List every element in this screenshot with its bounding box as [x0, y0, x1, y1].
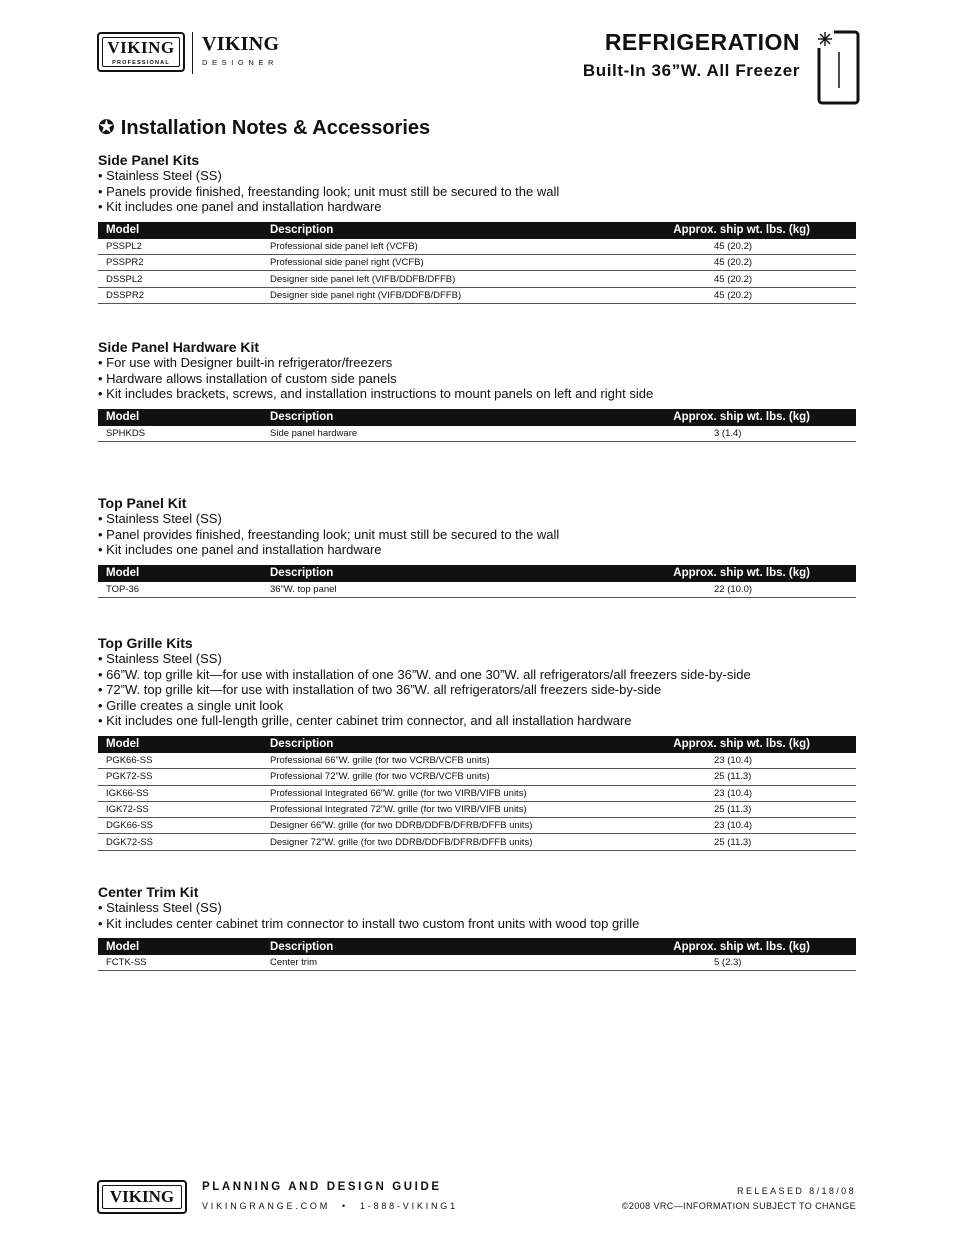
cell-description: Center trim: [262, 955, 652, 971]
footer-guide-title: PLANNING AND DESIGN GUIDE: [202, 1181, 442, 1193]
footer-viking-logo: [97, 1180, 187, 1214]
freezer-icon: [816, 30, 860, 106]
bullet: • Panels provide finished, freestanding look; unit must still be secured to the wall: [98, 183, 560, 199]
logo-sub: PROFESSIONAL: [112, 60, 170, 66]
col-description: Description: [262, 409, 652, 426]
bullet: • 66”W. top grille kit—for use with installation of one 36”W. and one 30”W. all refrigerators/all freezers side-by-side: [98, 666, 751, 682]
cell-description: Designer 72”W. grille (for two DDRB/DDFB/DFRB/DFFB units): [262, 834, 652, 850]
cell-model: DGK66-SS: [98, 818, 262, 834]
table-row: [98, 769, 856, 785]
cell-model: DGK72-SS: [98, 834, 262, 850]
col-weight: Approx. ship wt. lbs. (kg): [652, 409, 856, 426]
cell-weight: 22 (10.0): [652, 582, 856, 598]
table-row: [98, 818, 856, 834]
cell-model: PSSPL2: [98, 239, 262, 255]
cell-weight: 23 (10.4): [652, 818, 856, 834]
table-row: [98, 271, 856, 287]
bullet: • Kit includes one full-length grille, center cabinet trim connector, and all installation hardware: [98, 713, 632, 729]
col-description: Description: [262, 938, 652, 955]
bullet: • Stainless Steel (SS): [98, 651, 222, 666]
cell-weight: 3 (1.4): [652, 426, 856, 442]
cell-weight: 25 (11.3): [652, 769, 856, 785]
cell-description: Professional Integrated 72”W. grille (for two VIRB/VIFB units): [262, 801, 652, 817]
table-header-row: [98, 938, 856, 955]
bullet: • Panel provides finished, freestanding look; unit must still be secured to the wall: [98, 526, 560, 542]
cell-model: DSSPL2: [98, 271, 262, 287]
cell-model: FCTK-SS: [98, 955, 262, 971]
cell-weight: 23 (10.4): [652, 753, 856, 769]
section-top-grille-kits: [98, 635, 856, 851]
viking-designer-logo: [202, 33, 292, 73]
bullet: • 72”W. top grille kit—for use with installation of two 36”W. all refrigerators/all freezers side-by-side: [98, 682, 662, 698]
header-subtitle: Built-In 36”W. All Freezer: [582, 61, 800, 80]
bullet: • Kit includes center cabinet trim connector to install two custom front units with wood top grille: [98, 915, 640, 931]
cell-description: Designer side panel right (VIFB/DDFB/DFFB): [262, 287, 652, 303]
header-title: REFRIGERATION: [604, 29, 800, 55]
cell-description: Designer 66”W. grille (for two DDRB/DDFB/DFRB/DFFB units): [262, 818, 652, 834]
section-center-trim-kit: [98, 884, 856, 971]
section-title: Side Panel Kits: [98, 152, 200, 168]
bullet: • Stainless Steel (SS): [98, 168, 222, 183]
table-row: [98, 287, 856, 303]
page-title-text: Installation Notes & Accessories: [120, 117, 431, 139]
bullet: • For use with Designer built-in refrigerator/freezers: [98, 355, 393, 370]
cell-weight: 45 (20.2): [652, 287, 856, 303]
bullet: • Hardware allows installation of custom side panels: [98, 370, 397, 386]
spec-table: [98, 565, 856, 598]
table-row: [98, 834, 856, 850]
cell-weight: 5 (2.3): [652, 955, 856, 971]
bullet: • Stainless Steel (SS): [98, 511, 222, 526]
cell-weight: 45 (20.2): [652, 271, 856, 287]
section-title: Center Trim Kit: [98, 884, 199, 900]
cell-model: PGK66-SS: [98, 753, 262, 769]
cell-weight: 45 (20.2): [652, 239, 856, 255]
col-weight: Approx. ship wt. lbs. (kg): [652, 938, 856, 955]
bullet: • Kit includes brackets, screws, and installation instructions to mount panels on left and right side: [98, 386, 654, 402]
footer-website: VIKINGRANGE.COM: [202, 1201, 331, 1211]
footer-released: RELEASED 8/18/08: [737, 1186, 856, 1196]
col-description: Description: [262, 565, 652, 582]
col-weight: Approx. ship wt. lbs. (kg): [652, 736, 856, 753]
footer-phone: 1-888-VIKING1: [359, 1201, 458, 1211]
table-header-row: [98, 222, 856, 239]
cell-model: PGK72-SS: [98, 769, 262, 785]
col-model: Model: [98, 736, 262, 753]
cell-model: DSSPR2: [98, 287, 262, 303]
section-title: Top Grille Kits: [98, 635, 193, 651]
cell-description: Professional Integrated 66”W. grille (for two VIRB/VIFB units): [262, 785, 652, 801]
footer-contact: [202, 1201, 458, 1211]
bullet: • Stainless Steel (SS): [98, 900, 222, 915]
cell-description: Professional side panel left (VCFB): [262, 239, 652, 255]
spec-table: [98, 938, 856, 971]
col-model: Model: [98, 409, 262, 426]
star-icon: ✪: [98, 117, 115, 139]
spec-table: [98, 409, 856, 442]
logo-word: VIKING: [107, 38, 175, 57]
footer-separator: •: [342, 1201, 348, 1211]
footer-copyright: ©2008 VRC—INFORMATION SUBJECT TO CHANGE: [621, 1201, 856, 1211]
col-model: Model: [98, 222, 262, 239]
cell-description: Professional 66”W. grille (for two VCRB/VCFB units): [262, 753, 652, 769]
section-top-panel-kit: [98, 495, 856, 598]
table-row: [98, 753, 856, 769]
table-row: [98, 239, 856, 255]
cell-description: Professional side panel right (VCFB): [262, 255, 652, 271]
spec-table: [98, 736, 856, 851]
cell-description: Professional 72”W. grille (for two VCRB/VCFB units): [262, 769, 652, 785]
cell-description: Side panel hardware: [262, 426, 652, 442]
table-row: [98, 955, 856, 971]
table-row: [98, 801, 856, 817]
cell-model: IGK66-SS: [98, 785, 262, 801]
cell-model: SPHKDS: [98, 426, 262, 442]
col-model: Model: [98, 565, 262, 582]
viking-professional-logo: [97, 32, 185, 72]
section-side-panel-hardware-kit: [98, 339, 856, 442]
spec-table: [98, 222, 856, 304]
cell-description: 36”W. top panel: [262, 582, 652, 598]
cell-weight: 45 (20.2): [652, 255, 856, 271]
logo-word: VIKING: [109, 1187, 175, 1206]
section-title: Side Panel Hardware Kit: [98, 339, 260, 355]
cell-model: TOP-36: [98, 582, 262, 598]
table-header-row: [98, 736, 856, 753]
table-row: [98, 426, 856, 442]
col-weight: Approx. ship wt. lbs. (kg): [652, 222, 856, 239]
page-title: [98, 115, 430, 140]
table-row: [98, 582, 856, 598]
cell-weight: 25 (11.3): [652, 834, 856, 850]
col-description: Description: [262, 736, 652, 753]
section-side-panel-kits: [98, 152, 856, 304]
bullet: • Kit includes one panel and installation hardware: [98, 199, 382, 215]
logo-divider: [192, 32, 193, 74]
table-header-row: [98, 409, 856, 426]
table-row: [98, 255, 856, 271]
col-weight: Approx. ship wt. lbs. (kg): [652, 565, 856, 582]
logo-sub: DESIGNER: [202, 58, 278, 67]
bullet: • Grille creates a single unit look: [98, 697, 284, 713]
logo-word: VIKING: [202, 33, 280, 55]
col-model: Model: [98, 938, 262, 955]
col-description: Description: [262, 222, 652, 239]
bullet: • Kit includes one panel and installation hardware: [98, 542, 382, 558]
cell-description: Designer side panel left (VIFB/DDFB/DFFB): [262, 271, 652, 287]
table-header-row: [98, 565, 856, 582]
cell-weight: 23 (10.4): [652, 785, 856, 801]
table-row: [98, 785, 856, 801]
cell-model: IGK72-SS: [98, 801, 262, 817]
cell-model: PSSPR2: [98, 255, 262, 271]
cell-weight: 25 (11.3): [652, 801, 856, 817]
section-title: Top Panel Kit: [98, 495, 187, 511]
